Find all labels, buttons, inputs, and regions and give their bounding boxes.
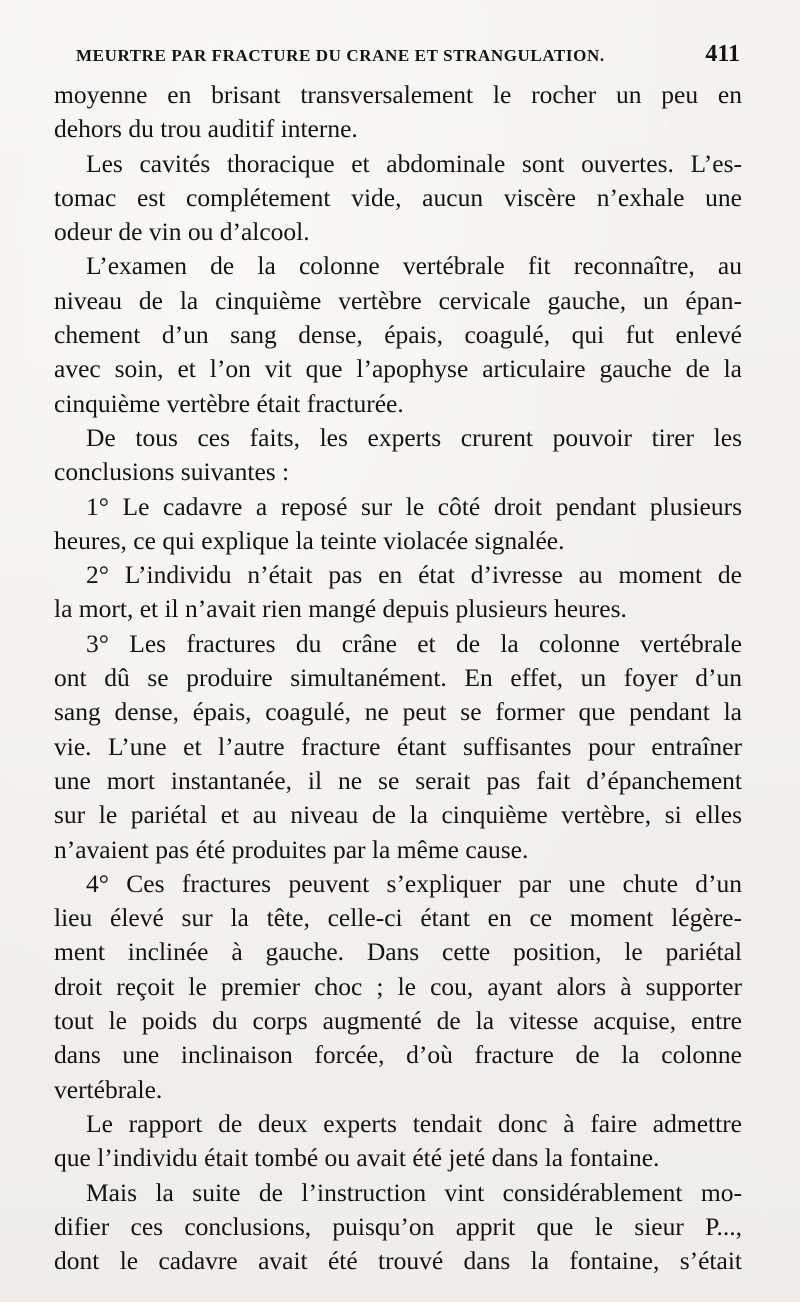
text-line: De tous ces faits, les experts crurent pouvoir tirer les	[86, 422, 742, 452]
text-line: dehors du trou auditif interne.	[54, 114, 358, 144]
text-line: une mort instantanée, il ne se serait pas fait d’épanchement	[54, 765, 742, 795]
text-line: vie. L’une et l’autre fracture étant suffisantes pour entraîner	[54, 731, 742, 761]
text-line: que l’individu était tombé ou avait été jeté dans la fontaine.	[54, 1143, 660, 1173]
text-line: Les cavités thoracique et abdominale sont ouvertes. L’es-	[86, 148, 742, 178]
text-line: moyenne en brisant transversalement le rocher un peu en	[54, 80, 742, 109]
text-line: L’examen de la colonne vertébrale fit reconnaître, au	[86, 251, 742, 281]
text-line: dont le cadavre avait été trouvé dans la fontaine, s’était	[54, 1246, 742, 1276]
text-line: tout le poids du corps augmenté de la vitesse acquise, entre	[54, 1006, 742, 1036]
text-line: ment inclinée à gauche. Dans cette position, le pariétal	[54, 937, 742, 967]
text-line: cinquième vertèbre était fracturée.	[54, 388, 404, 418]
text-line: 3° Les fractures du crâne et de la colonne vertébrale	[86, 628, 742, 658]
text-line: avec soin, et l’on vit que l’apophyse articulaire gauche de la	[54, 354, 742, 384]
text-line: difier ces conclusions, puisqu’on apprit que le sieur P...,	[54, 1211, 742, 1241]
text-line: 4° Ces fractures peuvent s’expliquer par une chute d’un	[86, 868, 742, 898]
text-line: Le rapport de deux experts tendait donc à faire admettre	[86, 1108, 742, 1138]
text-line: sur le pariétal et au niveau de la cinquième vertèbre, si elles	[54, 800, 742, 830]
page-number: 411	[705, 41, 740, 67]
text-line: conclusions suivantes :	[54, 457, 290, 487]
text-line: chement d’un sang dense, épais, coagulé, qui fut enlevé	[54, 320, 742, 350]
text-line: n’avaient pas été produites par la même cause.	[54, 834, 529, 864]
text-line: Mais la suite de l’instruction vint considérablement mo-	[86, 1177, 742, 1207]
text-line: tomac est complétement vide, aucun viscère n’exhale une	[54, 182, 742, 212]
text-line: heures, ce qui explique la teinte violacée signalée.	[54, 525, 565, 555]
text-line: droit reçoit le premier choc ; le cou, ayant alors à supporter	[54, 971, 742, 1001]
text-line: lieu élevé sur la tête, celle-ci étant en ce moment légère-	[54, 903, 742, 933]
body-text	[54, 78, 742, 1278]
text-line: 1° Le cadavre a reposé sur le côté droit pendant plusieurs	[86, 491, 742, 521]
page-header	[76, 41, 740, 72]
text-line: odeur de vin ou d’alcool.	[54, 217, 310, 247]
text-line: niveau de la cinquième vertèbre cervicale gauche, un épan-	[54, 285, 742, 315]
text-line: 2° L’individu n’était pas en état d’ivresse au moment de	[86, 560, 742, 590]
text-line: la mort, et il n’avait rien mangé depuis plusieurs heures.	[54, 594, 627, 624]
text-line: dans une inclinaison forcée, d’où fracture de la colonne	[54, 1040, 742, 1070]
text-line: ont dû se produire simultanément. En effet, un foyer d’un	[54, 663, 742, 693]
running-title: MEURTRE PAR FRACTURE DU CRANE ET STRANGULATION.	[76, 46, 605, 65]
text-line: sang dense, épais, coagulé, ne peut se former que pendant la	[54, 697, 742, 727]
text-line: vertébrale.	[54, 1074, 163, 1104]
